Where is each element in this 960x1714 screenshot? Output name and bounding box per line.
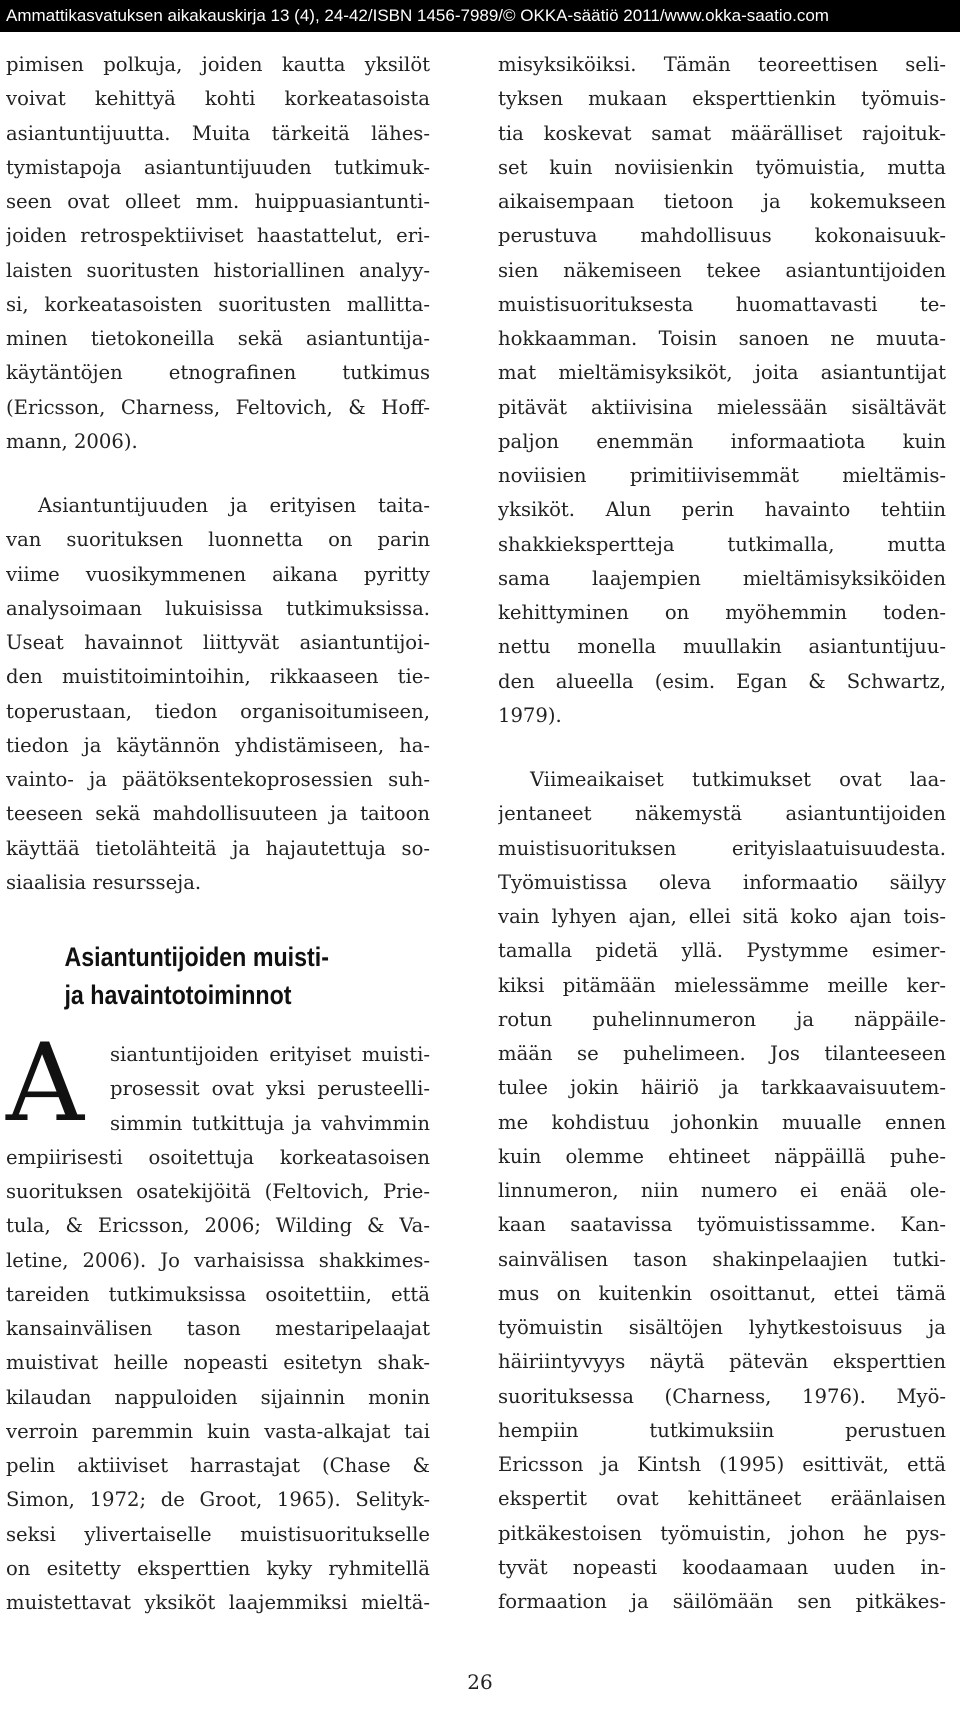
text-line: häiriintyvyys näytä pätevän eksperttien: [498, 1350, 946, 1374]
text-line: käytäntöjen etnografinen tutkimus: [6, 361, 430, 385]
text-line: paljon enemmän informaatiota kuin: [498, 429, 946, 453]
section-heading-line: ja havaintotoiminnot: [64, 980, 292, 1010]
section-heading: [6, 938, 371, 1014]
text-line: 1979).: [498, 703, 562, 727]
text-line: noviisien primitiivisemmät mieltämis-: [498, 464, 946, 487]
text-line: den muistitoimintoihin, rikkaaseen tie-: [6, 665, 430, 689]
section-heading-line: Asiantuntijoiden muisti-: [64, 942, 329, 972]
text-line: analysoimaan lukuisissa tutkimuksissa.: [6, 596, 430, 620]
page-number: 26: [467, 1670, 493, 1694]
text-line: mus on kuitenkin osoittanut, ettei tämä: [498, 1281, 946, 1305]
text-line: verroin paremmin kuin vasta-alkajat tai: [6, 1419, 430, 1443]
text-line: siaalisia resursseja.: [6, 870, 202, 894]
text-line: siantuntijoiden erityiset muisti-: [110, 1043, 430, 1066]
text-line: jentaneet näkemystä asiantuntijoiden: [498, 802, 946, 826]
text-line: Työmuistissa oleva informaatio säilyy: [498, 870, 946, 894]
text-line: rotun puhelinnumeron ja näppäile-: [498, 1007, 946, 1031]
text-line: set kuin noviisienkin työmuistia, mutta: [498, 155, 946, 179]
paragraph-gap: [498, 733, 946, 763]
text-line: tyksen mukaan eksperttienkin työmuis-: [498, 87, 946, 111]
text-line: ekspertit ovat kehittäneet eräänlaisen: [498, 1487, 946, 1511]
text-line: muistettavat yksiköt laajemmiksi mieltä-: [6, 1591, 430, 1614]
text-line: pitävät aktiivisina mielessään sisältävät: [498, 395, 946, 419]
text-line: kilaudan nappuloiden sijainnin monin: [6, 1385, 430, 1409]
text-line: misyksiköiksi. Tämän teoreettisen seli-: [498, 53, 946, 76]
paragraph-3: [6, 1141, 430, 1621]
text-line: pelin aktiiviset harrastajat (Chase &: [6, 1454, 430, 1477]
drop-cap-letter: A: [6, 1021, 84, 1146]
text-line: tymistapoja asiantuntijuuden tutkimuk-: [6, 155, 430, 179]
text-line: on esitetty eksperttien kyky ryhmitellä: [6, 1556, 430, 1580]
text-line: Useat havainnot liittyvät asiantuntijoi-: [6, 631, 430, 654]
text-line: (Ericsson, Charness, Feltovich, & Hoff-: [6, 395, 430, 419]
text-line: muistivat heille nopeasti esitetyn shak-: [6, 1351, 430, 1375]
text-line: sien näkemiseen tekee asiantuntijoiden: [498, 258, 946, 282]
text-line: muistisuorituksesta huomattavasti te-: [498, 292, 946, 316]
text-line: linnumeron, niin numero ei enää ole-: [498, 1179, 946, 1202]
paragraph-2: [6, 489, 430, 900]
text-line: sama laajempien mieltämisyksiköiden: [498, 566, 946, 590]
text-line: Viimeaikaiset tutkimukset ovat laa-: [530, 768, 946, 791]
text-line: tia koskevat samat määrälliset rajoituk-: [498, 121, 946, 145]
paragraph-2: [498, 763, 946, 1619]
text-line: tulee jokin häiriö ja tarkkaavaisuutem-: [498, 1076, 946, 1100]
text-line: Simon, 1972; de Groot, 1965). Selityk-: [6, 1488, 430, 1512]
text-line: simmin tutkittuja ja vahvimmin: [110, 1111, 430, 1135]
text-line: työmuistin sisältöjen lyhytkestoisuus ja: [498, 1316, 946, 1339]
text-line: pimisen polkuja, joiden kautta yksilöt: [6, 53, 430, 76]
text-line: den alueella (esim. Egan & Schwartz,: [498, 669, 946, 693]
text-line: Asiantuntijuuden ja erityisen taita-: [38, 494, 430, 517]
text-line: kiksi pitämään mielessämme meille ker-: [498, 973, 946, 997]
text-line: muistisuorituksen erityislaatuisuudesta.: [498, 836, 946, 860]
text-line: prosessit ovat yksi perusteelli-: [110, 1077, 430, 1101]
text-line: kansainvälisen tason mestaripelaajat: [6, 1317, 430, 1340]
left-column: [6, 48, 430, 1620]
text-line: tamalla pidetä yllä. Pystymme esimer-: [498, 939, 946, 963]
text-line: kuin olemme ehtineet näppäillä puhe-: [498, 1144, 946, 1168]
text-line: nettu monella muullakin asiantuntijuu-: [498, 635, 946, 659]
text-line: tyvät nopeasti koodaamaan uuden in-: [498, 1555, 946, 1579]
paragraph-1: [6, 48, 430, 459]
running-head: Ammattikasvatuksen aikakauskirja 13 (4), 24-42/ISBN 1456-7989/© OKKA-säätiö 2011/www.okka-saatio.com: [0, 0, 960, 32]
text-line: me kohdistuu johonkin muualle ennen: [498, 1110, 946, 1134]
text-line: kehittyminen on myöhemmin toden-: [498, 601, 946, 624]
text-line: suorituksessa (Charness, 1976). Myö-: [498, 1384, 946, 1408]
right-column: [498, 48, 946, 1619]
text-line: van suorituksen luonnetta on parin: [6, 528, 430, 552]
section-gap: [6, 900, 430, 934]
text-line: tula, & Ericsson, 2006; Wilding & Va-: [6, 1214, 430, 1238]
text-line: letine, 2006). Jo varhaisissa shakkimes-: [6, 1248, 430, 1272]
text-line: sainvälisen tason shakinpelaajien tutki-: [498, 1247, 946, 1271]
text-line: si, korkeatasoisten suoritusten mallitta-: [6, 292, 430, 316]
text-line: minen tietokoneilla sekä asiantuntija-: [6, 327, 430, 350]
paragraph-1: [498, 48, 946, 733]
paragraph-gap: [6, 459, 430, 489]
text-line: teeseen sekä mahdollisuuteen ja taitoon: [6, 802, 430, 826]
text-line: seen ovat olleet mm. huippuasiantunti-: [6, 190, 430, 213]
text-line: pitkäkestoisen työmuistin, johon he pys-: [498, 1521, 946, 1545]
text-line: seksi ylivertaiselle muistisuoritukselle: [6, 1522, 430, 1546]
text-line: käyttää tietolähteitä ja hajautettuja so-: [6, 836, 430, 860]
text-line: viime vuosikymmenen aikana pyritty: [6, 562, 430, 586]
text-line: Ericsson ja Kintsh (1995) esittivät, että: [498, 1453, 946, 1476]
text-line: voivat kehittyä kohti korkeatasoista: [6, 87, 430, 111]
text-line: vain lyhyen ajan, ellei sitä koko ajan tois-: [498, 905, 946, 928]
text-line: toperustaan, tiedon organisoitumiseen,: [6, 699, 430, 723]
text-line: suorituksen osatekijöitä (Feltovich, Prie-: [6, 1180, 430, 1203]
text-line: formaation ja säilömään sen pitkäkes-: [498, 1590, 946, 1613]
text-line: kaan saatavissa työmuistissamme. Kan-: [498, 1213, 946, 1237]
text-line: joiden retrospektiiviset haastattelut, eri-: [6, 224, 430, 248]
text-line: hempiin tutkimuksiin perustuen: [498, 1418, 946, 1442]
text-line: tareiden tutkimuksissa osoitettiin, että: [6, 1282, 430, 1306]
text-line: asiantuntijuutta. Muita tärkeitä lähes-: [6, 121, 430, 145]
text-line: mään se puhelimeen. Jos tilanteeseen: [498, 1042, 946, 1065]
text-line: shakkiekspertteja tutkimalla, mutta: [498, 532, 946, 556]
text-line: aikaisempaan tietoon ja kokemukseen: [498, 190, 946, 213]
text-line: mat mieltämisyksiköt, joita asiantuntijat: [498, 361, 946, 385]
text-line: laisten suoritusten historiallinen analyy-: [6, 258, 430, 282]
drop-cap-paragraph: [6, 1021, 430, 1146]
text-line: tiedon ja käytännön yhdistämiseen, ha-: [6, 733, 430, 757]
text-line: yksiköt. Alun perin havainto tehtiin: [498, 498, 946, 522]
text-line: empiirisesti osoitettuja korkeatasoisen: [6, 1145, 430, 1169]
text-line: perustuva mahdollisuus kokonaisuuk-: [498, 224, 946, 248]
text-line: vainto- ja päätöksentekoprosessien suh-: [6, 768, 430, 791]
text-line: hokkaamman. Toisin sanoen ne muuta-: [498, 327, 946, 350]
text-line: mann, 2006).: [6, 429, 138, 453]
